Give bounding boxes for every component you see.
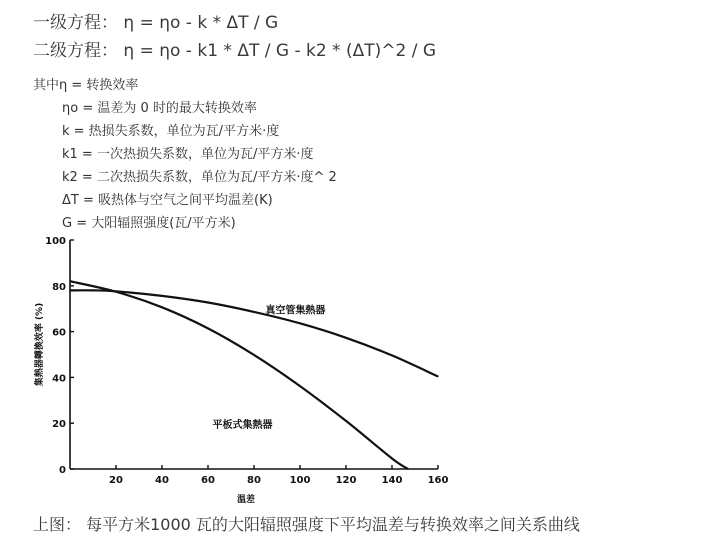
data-point	[408, 468, 409, 469]
definition-item: k1 = 一次热损失系数，单位为瓦/平方米·度	[62, 147, 314, 162]
data-point	[207, 328, 208, 329]
series-label-vacuum-tube: 真空管集熱器	[265, 305, 326, 317]
definition-item: k2 = 二次热损失系数，单位为瓦/平方米·度^ 2	[62, 170, 337, 185]
data-point	[161, 295, 162, 296]
data-point	[253, 354, 254, 355]
data-point	[299, 386, 300, 387]
x-tick-label: 20	[109, 475, 123, 486]
definition-item: G = 大阳辐照强度(瓦/平方米)	[62, 216, 236, 231]
chart-series-lines	[69, 281, 438, 470]
y-tick-label: 0	[59, 465, 66, 476]
y-tick-label: 60	[52, 327, 66, 339]
data-point	[391, 458, 392, 459]
series-line-vacuum-tube	[70, 290, 438, 376]
efficiency-chart	[0, 230, 719, 510]
x-tick-label: 40	[155, 475, 169, 486]
x-tick-label: 60	[201, 475, 215, 486]
first-order-formula: 一级方程： η = ηo - k * ΔT / G	[33, 13, 279, 33]
y-tick-label: 20	[52, 419, 66, 431]
definition-item: k = 热损失系数，单位为瓦/平方米·度	[62, 124, 280, 139]
series-label-flat-plate: 平板式集熱器	[212, 419, 273, 431]
data-point	[437, 376, 438, 377]
data-point	[253, 311, 254, 312]
figure-caption: 上图： 每平方米1000 瓦的大阳辐照强度下平均温差与转换效率之间关系曲线	[33, 515, 580, 534]
data-point	[92, 290, 93, 291]
y-axis-title: 集熱器轉換效率 (%)	[35, 302, 45, 387]
x-tick-label: 100	[289, 475, 311, 486]
y-tick-label: 80	[52, 281, 66, 293]
chart-labels	[33, 303, 325, 505]
data-point	[69, 290, 70, 291]
data-point	[345, 337, 346, 338]
data-point	[391, 355, 392, 356]
definition-item: ΔT = 吸热体与空气之间平均温差(K)	[62, 193, 273, 208]
data-point	[207, 302, 208, 303]
data-point	[115, 291, 116, 292]
x-tick-label: 160	[427, 475, 449, 486]
x-tick-label: 120	[335, 475, 357, 486]
x-axis-title: 温差	[236, 495, 256, 505]
x-tick-label: 80	[247, 475, 261, 486]
definition-intro: 其中η = 转换效率	[33, 78, 139, 93]
data-point	[345, 420, 346, 421]
data-point	[161, 307, 162, 308]
second-order-formula: 二级方程： η = ηo - k1 * ΔT / G - k2 * (ΔT)^2 / G	[33, 41, 436, 61]
y-tick-label: 40	[52, 373, 66, 385]
definition-item: ηo = 温差为 0 时的最大转换效率	[62, 101, 257, 116]
y-tick-label: 100	[45, 236, 66, 247]
data-point	[299, 323, 300, 324]
x-tick-label: 140	[381, 475, 403, 486]
chart-ticks	[45, 236, 448, 486]
data-point	[69, 281, 70, 282]
